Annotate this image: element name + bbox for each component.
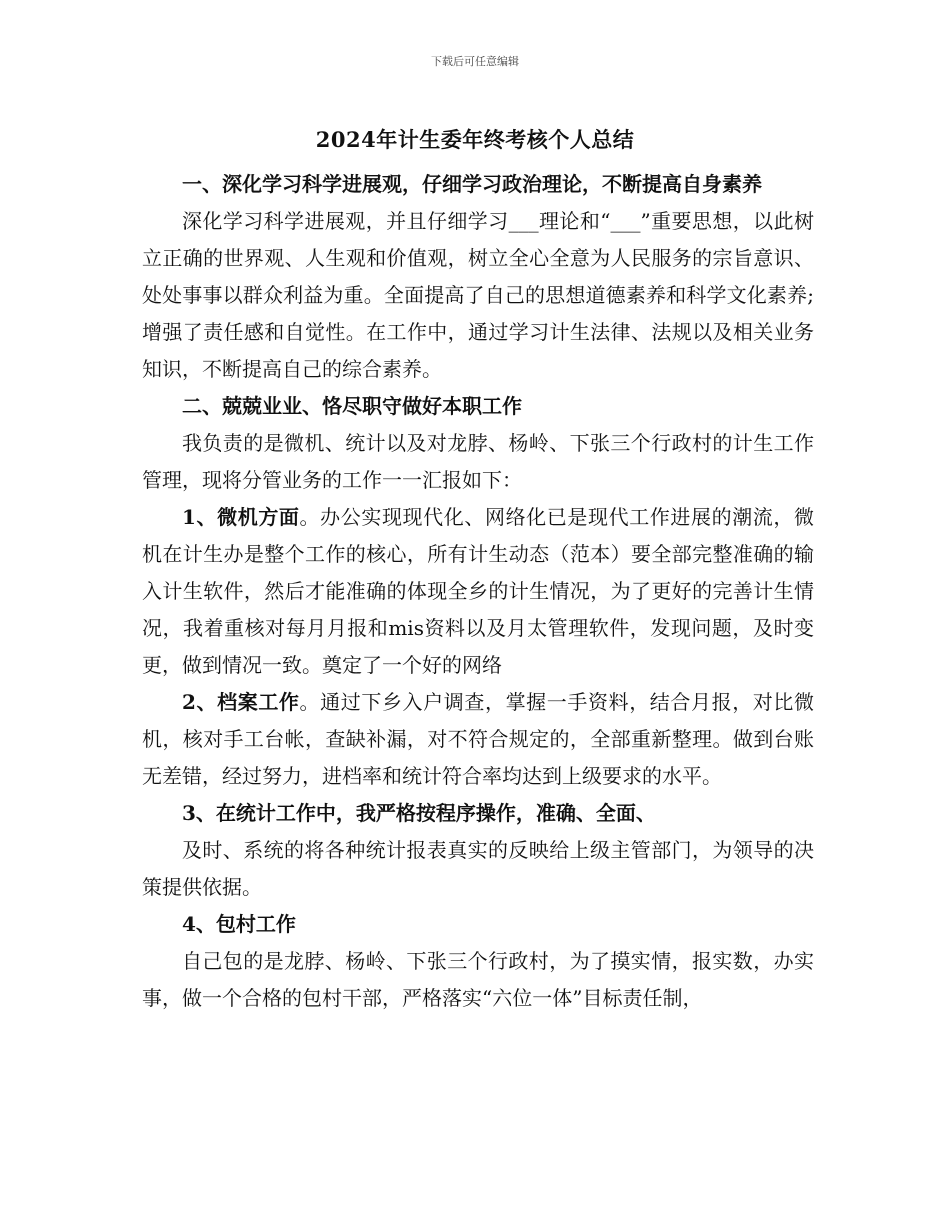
section-2-intro: 我负责的是微机、统计以及对龙脖、杨岭、下张三个行政村的计生工作管理，现将分管业务的工作一一汇报如下： (142, 431, 814, 492)
item-2-text: 。通过下乡入户调查，掌握一手资料，结合月报，对比微机，核对手工台帐，查缺补漏，对不符合规定的，全部重新整理。做到台账无差错，经过努力，进档率和统计符合率均达到上级要求的水平。 (142, 690, 815, 788)
item-4-lead: 4、包村工作 (182, 912, 296, 936)
item-1-paragraph (142, 499, 814, 684)
item-4-text: 自己包的是龙脖、杨岭、下张三个行政村，为了摸实情，报实数，办实事，做一个合格的包村干部，严格落实“六位一体”目标责任制， (142, 949, 814, 1010)
document-title: 2024年计生委年终考核个人总结 (315, 127, 635, 152)
document-body (142, 166, 814, 1017)
item-3-text: 及时、系统的将各种统计报表真实的反映给上级主管部门，为领导的决策提供依据。 (142, 838, 814, 899)
item-1-lead: 1、微机方面 (182, 505, 300, 529)
item-1-text: 。办公实现现代化、网络化已是现代工作进展的潮流，微机在计生办是整个工作的核心，所有计生动态（范本）要全部完整准确的输入计生软件，然后才能准确的体现全乡的计生情况，为了更好的完善计生情况，我着重核对每月月报和mis资料以及月太管理软件，发现问题，及时变更，做到情况一致。奠定了一个好的网络 (142, 505, 815, 677)
section-1-body: 深化学习科学进展观，并且仔细学习___理论和“___”重要思想，以此树立正确的世界观、人生观和价值观，树立全心全意为人民服务的宗旨意识、处处事事以群众利益为重。全面提高了自己的思想道德素养和科学文化素养;增强了责任感和自觉性。在工作中，通过学习计生法律、法规以及相关业务知识，不断提高自己的综合素养。 (142, 209, 814, 381)
item-2-paragraph (142, 684, 814, 795)
header-note: 下载后可任意编辑 (431, 55, 519, 68)
item-3-lead: 3、在统计工作中，我严格按程序操作，准确、全面、 (182, 801, 656, 825)
section-2-heading: 二、兢兢业业、恪尽职守做好本职工作 (182, 394, 522, 418)
section-1-heading: 一、深化学习科学进展观，仔细学习政治理论，不断提高自身素养 (182, 172, 762, 196)
item-2-lead: 2、档案工作 (182, 690, 300, 714)
